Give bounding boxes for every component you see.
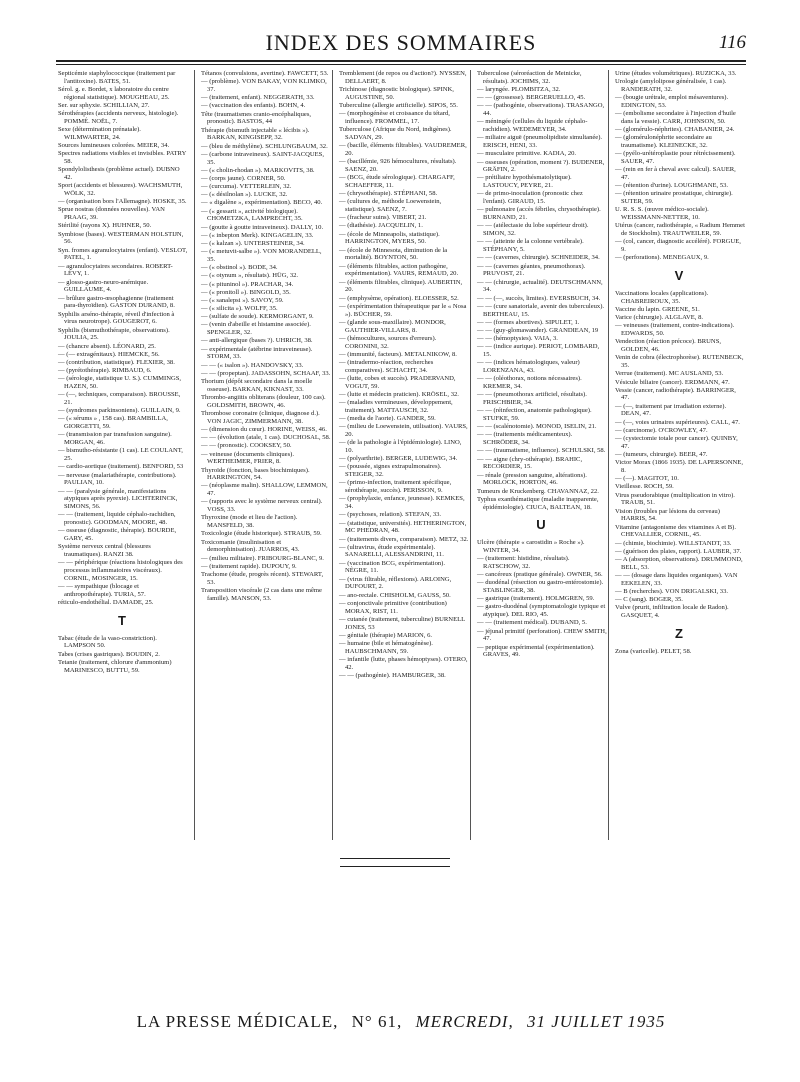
index-entry: Tuberculine (allergie artificielle). SIPOS, 55. bbox=[339, 101, 458, 109]
index-entry: Vessie (cancer, radiothérapie). BARRINGER, 47. bbox=[615, 386, 736, 402]
index-entry: Urologie (amylolipose généralisée, 1 cas). RANDERATH, 32. bbox=[615, 78, 727, 93]
index-entry: — (glomérulonéphrite secondaire au traumatisme). KLEINECKE, 32. bbox=[615, 134, 712, 150]
index-entry: — (problème). VON BAKAY, VON KLIMKO, 37. bbox=[201, 78, 327, 93]
index-entry: — (chimie, biochimie). WILLSTANDT, 33. bbox=[615, 539, 732, 547]
footer-date: 31 JUILLET 1935 bbox=[526, 1012, 666, 1031]
index-entry: — — (réinfection, anatomie pathologique). STUFKE, 59. bbox=[477, 407, 592, 423]
index-entry: — (de la pathologie à l'épidémiologie). LINO, 10. bbox=[339, 439, 462, 454]
index-entry: — (« pronitoll »). BINGOLD, 35. bbox=[201, 288, 291, 296]
index-entry: — (« pituninol »). PRACHAR, 34. bbox=[201, 280, 294, 288]
index-entry: Typhus exanthématique (maladie inapparente, épidémiologie). CIUCA, BALTEAN, 18. bbox=[477, 495, 599, 511]
index-entry: — génitale (thérapie) MARION, 6. bbox=[339, 631, 433, 639]
index-entry: Stérilité (rayons X). HUHNER, 50. bbox=[58, 222, 152, 230]
index-entry: — (cystectomie totale pour cancer). QUINBY, 47. bbox=[615, 435, 738, 450]
index-entry: — — (—, succès, limites). EVERSBUCH, 34. bbox=[477, 294, 601, 302]
index-entry: Toxicomanie (insulinisation et demorphinisation). JUARROS, 43. bbox=[201, 538, 300, 554]
index-entry: — (traitement rapide). DUPOUY, 9. bbox=[201, 562, 297, 570]
index-entry: Septicémie staphylococcique (traitement par l'antitoxine). BATES, 51. bbox=[58, 70, 176, 85]
index-entry: — (— extragénitaux). HIEMCKE, 56. bbox=[58, 350, 160, 358]
index-entry: Tétanos (convulsions, avertine). FAWCETT, 53. bbox=[201, 70, 329, 77]
index-entry: — miliaire aiguë (pneumolipidiste simultanée). ERISCH, HENI, 33. bbox=[477, 134, 603, 150]
index-entry: Tête (traumatismes cranio-encéphaliques, pronostic). BASTOS, 44 bbox=[201, 110, 312, 126]
index-entry: — B (recherches). VON DRIGALSKI, 33. bbox=[615, 587, 729, 595]
index-entry: — (glomérulo-néphrites). CHABANIER, 24. bbox=[615, 126, 735, 134]
index-entry: — — (dosage dans liquides organiques). VAN EEKELEN, 33. bbox=[615, 571, 738, 587]
index-entry: — — (guy-glomawander). GRANDIEAN, 19 bbox=[477, 326, 599, 334]
index-entry: — (traitement, enfant). NEGGERATH, 33. bbox=[201, 94, 315, 102]
index-entry: — (poussée, signes extrapulmonaires). STEIGER, 32. bbox=[339, 463, 442, 479]
index-entry: réticulo-endothélial. DAMADE, 25. bbox=[58, 599, 154, 607]
index-entry: Syphilis (bismuthothérapie, observations). JOULIA, 25. bbox=[58, 326, 170, 342]
index-entry: — (éléments filtrables, action pathogène, expérimentation). VAURS, REMAUD, 20. bbox=[339, 262, 459, 278]
index-entry: — conjonctivale primitive (contribution) MORAX, RIST, 11. bbox=[339, 599, 447, 615]
index-entry: — cardio-aortique (traitement). BENFORD, 53 bbox=[58, 463, 184, 471]
index-entry: — (école de Minneapolis, statistique). HARRINGTON, MYERS, 50. bbox=[339, 230, 440, 246]
index-entry: — (traitements divers, comparaison). METZ, 32. bbox=[339, 535, 469, 543]
index-entry: — — (indice aurique). PERIOT, LOMBARD, 15. bbox=[477, 343, 600, 359]
footer-journal: LA PRESSE MÉDICALE, bbox=[136, 1012, 339, 1031]
index-entry: Sources lumineuses colorées. MEIER, 34. bbox=[58, 142, 170, 150]
index-entry: Thyroïde (fonction, bases biochimiques). HARRINGTON, 54. bbox=[201, 466, 310, 482]
index-entry: — (« kalzan »). UNTERSTEINER, 34. bbox=[201, 239, 305, 247]
index-entry: — — (cavernes, chirurgie). SCHNEIDER, 34. bbox=[477, 254, 600, 262]
index-entry: — — (évolution (atale, 1 cas). DUCHOSAL, 58. bbox=[201, 434, 331, 442]
index-entry: — (expérimentation thérapeutique par le « Nosa »). BÜCHER, 59. bbox=[339, 302, 467, 318]
index-entry: — (bacille, éléments filtrables). VAUDREMER, 20. bbox=[339, 142, 467, 157]
index-entry: — (« inbepton Merk). KINGAGELIN, 33. bbox=[201, 231, 314, 239]
index-entry: Système nerveux central (blessures traumatiques). RANZI 38. bbox=[58, 543, 151, 559]
index-entry: — (emphysème, opération). ELOESSER, 52. bbox=[339, 294, 459, 302]
index-entry: — méningée (cellules du liquide céphalo-rachidien). WEDEMEYER, 34. bbox=[477, 118, 588, 134]
index-entry: — (rétention urinaire prostatique, chirurgie). SUTER, 59. bbox=[615, 190, 733, 206]
index-entry: — osseuses (opération, moment ?). BUDENER, GRÄFIN, 2. bbox=[477, 158, 605, 174]
index-entry: — (polyarthrite). BERGER, LUDEWIG, 34. bbox=[339, 455, 458, 463]
index-entry: Trachome (étude, progrès récent). STEWART, 53. bbox=[201, 570, 324, 586]
index-entry: — (bacillémie, 926 hémocultures, résultats). SAENZ, 20. bbox=[339, 158, 457, 173]
index-entry: — — (« isalon »). HANDOVSKY, 33. bbox=[201, 361, 304, 369]
index-entry: — (pyrétothérapie). RIMBAUD, 6. bbox=[58, 367, 152, 375]
index-entry: — (glande sous-maxillaire). MONDOR, GAUTHIER-VILLARS, 8. bbox=[339, 318, 446, 334]
index-entry: — (transmission par transfusion sanguine). MORGAN, 46. bbox=[58, 431, 172, 447]
index-entry: — prétiliaire hypothésmatolytique). LASTOUCY, PEYRE, 21. bbox=[477, 174, 572, 190]
index-entry: — (col, cancer, diagnostic accéléré). FORGUE, 9. bbox=[615, 238, 741, 254]
index-entry: — humaine (bile et hématogénèse). HAUBSCHMANN, 59. bbox=[339, 639, 433, 655]
index-entry: — agranulocytaires secondaires. ROBERT-LÉVY, 1. bbox=[58, 262, 173, 278]
index-entry: — — (atteinte de la colonne vertébrale). STÉPHANY, 5. bbox=[477, 238, 584, 254]
index-entry: — anti-allergique (bases ?). UHRICH, 38. bbox=[201, 337, 313, 345]
index-entry: — (dimension du cœur). HORINE, WEISS, 46. bbox=[201, 425, 327, 433]
index-entry: — (immunité, facteurs). METALNIKOW, 8. bbox=[339, 350, 457, 358]
index-column bbox=[608, 70, 745, 840]
index-entry: Tuberculose (Afrique du Nord, indigènes). SADVAN, 29. bbox=[339, 126, 452, 141]
index-entry: Tabac (étude de la vaso-constriction). LAMPSON 50. bbox=[58, 634, 157, 650]
index-entry: — infantile (lutte, phases hémoptyses). OTERO, 42. bbox=[339, 655, 468, 671]
index-entry: — bismutho-résistante (1 cas). LE COULANT, 25. bbox=[58, 447, 183, 463]
footer-separator bbox=[340, 866, 450, 867]
section-letter: V bbox=[674, 268, 684, 284]
page-header bbox=[56, 30, 746, 58]
index-columns bbox=[56, 70, 746, 840]
index-entry: Transposition viscérale (2 cas dans une même famille). MANSON, 53. bbox=[201, 586, 322, 602]
index-entry: Thorium (dépôt secondaire dans la moelle osseuse). BARKAN, KIKNAST, 33. bbox=[201, 378, 313, 393]
index-entry: — A (absorption, observations). DRUMMOND, BELL, 53. bbox=[615, 555, 743, 571]
index-entry: Tremblement (de repos ou d'action?). NYSSEN, DELLAERT, 8. bbox=[339, 70, 467, 85]
index-entry: — (hémocultures, sources d'erreurs). CORONINI, 32. bbox=[339, 334, 437, 350]
index-entry: — (syndromes parkinsoniens). GUILLAIN, 9. bbox=[58, 407, 181, 415]
index-entry: — (venin d'abeille et histamine associée). SPENGLER, 32. bbox=[201, 321, 311, 337]
index-entry: — pulmonaire (accès fébriles, chrysothérapie). BURNAND, 21. bbox=[477, 206, 601, 222]
index-entry: — — (pathogénie). HAMBURGER, 38. bbox=[339, 671, 446, 679]
index-entry: — (cultures de, méthode Loewenstein, statistique). SAENZ, 7. bbox=[339, 198, 442, 214]
index-entry: — — (formes abortives). SIPULET, 1. bbox=[477, 318, 580, 326]
index-entry: — (bougie urétrale, emploi mésaventures). EDINGTON, 53. bbox=[615, 94, 729, 109]
index-entry: — (« cholin-rhodan »). MARKOVITS, 38. bbox=[201, 166, 315, 174]
index-entry: — (contribution, statistique). FLEXIER, 38. bbox=[58, 358, 175, 366]
index-entry: — (maladies vermineuses, développement, traitement). MATTAUSCH, 32. bbox=[339, 399, 453, 414]
index-entry: — (fracheur suins). VIBERT, 21. bbox=[339, 214, 427, 222]
index-entry: Victor Morax (1866 1935). DE LAPERSONNE, 8. bbox=[615, 459, 743, 474]
index-entry: Sexe (détermination prénatale). WILMWARTER, 24. bbox=[58, 126, 141, 141]
index-entry: — (rétention d'urine). LOUGHMANE, 53. bbox=[615, 182, 729, 190]
index-entry: — (« sanalepsi »). SAVOY, 59. bbox=[201, 296, 284, 304]
index-entry: Tabes (crises gastriques). BOUDIN, 2. bbox=[58, 650, 160, 658]
index-entry: — — (scalénotomie). MONOD, ISELIN, 21. bbox=[477, 423, 597, 431]
index-entry: — (curcuma). VETTERLEIN, 32. bbox=[201, 183, 292, 191]
index-entry: Vaccine du lapin. GREENE, 51. bbox=[615, 305, 700, 313]
index-entry: — (« otynum », résultats). HÜG, 32. bbox=[201, 272, 299, 280]
index-entry: Vulve (prurit, infiltration locale de Radon). GASQUET, 4. bbox=[615, 604, 729, 620]
index-entry: — (morphogénèse et croissance du tétard, influence). FROMMEL, 17. bbox=[339, 110, 450, 125]
index-entry: Zona (varicelle). PELET, 58. bbox=[615, 647, 692, 655]
index-entry: — (—, voies urinaires supérieures). CALL, 47. bbox=[615, 418, 740, 426]
index-column bbox=[194, 70, 331, 840]
index-entry: — (éléments filtrables, clinique). AUBERTIN, 20. bbox=[339, 278, 463, 294]
index-entry: — glosso-gastro-neuro-anémique. GUILLAUME, 4. bbox=[58, 278, 149, 294]
index-entry: — (« silicita »). WOLFF, 35. bbox=[201, 305, 278, 313]
index-entry: — cancéreux (pratique générale). OWNER, 56. bbox=[477, 571, 603, 579]
index-entry: — — (traitement médical). DUBAND, 5. bbox=[477, 619, 587, 627]
index-entry: — ano-rectale. CHISHOLM, GAUSS, 50. bbox=[339, 591, 451, 599]
index-entry: Varice (chirurgie). ALGLAVE, 8. bbox=[615, 314, 704, 322]
index-entry: — rénale (pression sanguine, altérations). MORLOCK, HORTON, 46. bbox=[477, 471, 587, 487]
index-entry: — — (traumatisme, influence). SCHULSKI, 58. bbox=[477, 447, 606, 455]
index-entry: — (prophylaxie, enfance, jeunesse). KEMKES, 34. bbox=[339, 495, 465, 511]
index-entry: — (BCG, étude sérologique). CHARGAFF, SCHAEFFER, 11. bbox=[339, 174, 455, 189]
index-entry: Vitamine (antagonisme des vitamines A et B). CHEVALLIER, CORNIL, 45. bbox=[615, 523, 737, 539]
index-entry: — veineuse (documents cliniques). WERTHEIMER, FRIER, 8. bbox=[201, 450, 295, 466]
index-entry: Urine (études volumétriques). RUZICKA, 33. bbox=[615, 70, 737, 77]
index-entry: — musculaire primitive. KADIA, 20. bbox=[477, 150, 577, 158]
index-entry: — — (cavernes géantes, pneumothorax). PRUVOST, 21. bbox=[477, 262, 586, 278]
index-entry: — « digalène », expérimentation). BECO, 40. bbox=[201, 199, 323, 207]
index-entry: — (organisation bors l'Allemagne). HOSKE, 35. bbox=[58, 198, 187, 206]
index-entry: — (intradermo-réaction, recherches comparatives). SCHACHT, 34. bbox=[339, 358, 434, 374]
index-entry: — brûlure gastro-œsophagienne (traitement para-thyroïdien). GASTON DURAND, 8. bbox=[58, 294, 175, 310]
index-entry: — (lutte, cobes et succès). PRADERVAND, VOGUT, 59. bbox=[339, 374, 456, 390]
index-entry: — (statistique, universités). HETHERINGTON, MC PHEDRAN, 48. bbox=[339, 519, 467, 535]
index-entry: Spectres radiations visibles et invisibles. PATRY 58. bbox=[58, 150, 187, 166]
index-entry: Sport (accidents et blessures). WACHSMUTH, WÖLK, 32. bbox=[58, 182, 183, 198]
index-entry: — (primo-infection, traitement spécifique, sérothérapie, succès). PERISSON, 9. bbox=[339, 479, 452, 495]
page-number: 116 bbox=[718, 32, 746, 53]
index-entry: Thérapie (bismuth injectable « lécibis »). BARKAN, KINGISEPP, 32. bbox=[201, 126, 310, 142]
index-entry: — (psychoses, relation). STEFAN, 33. bbox=[339, 511, 442, 519]
index-entry: — veineuses (traitement, contre-indications). EDWARDS, 50. bbox=[615, 322, 735, 338]
section-letter: T bbox=[118, 612, 126, 628]
index-entry: Vision (troubles par lésions du cerveau) HARRIS, 54. bbox=[615, 507, 720, 523]
index-entry: — — (grossesse). BERGERUELLO, 45. bbox=[477, 94, 586, 102]
index-entry: — (carcinome). O'CROWLEY, 47. bbox=[615, 426, 708, 434]
header-rule-thin bbox=[56, 64, 746, 65]
index-entry: — (diathésie). JACQUELIN, 1. bbox=[339, 222, 423, 230]
index-entry: Tetanie (traitement, chlorure d'ammonium) MARINESCO, BUTTU, 59. bbox=[58, 658, 172, 674]
index-entry: — gastro-duodénal (symptomatologie typique et atypique). DEL RIO, 45. bbox=[477, 603, 606, 619]
index-entry: Tumeurs de Kruckenberg. CHAVANNAZ, 22. bbox=[477, 487, 599, 495]
index-entry: — (« désilnolan »). LUCKE, 32. bbox=[201, 191, 288, 199]
index-entry: — (rapports avec le système nerveux central). VOSS, 33. bbox=[201, 498, 323, 514]
index-entry: — (milieu militaire). FRIBOURG-BLANC, 9. bbox=[201, 554, 324, 562]
index-entry: — — (oléothorax, notions nécessaires). KREMER, 34. bbox=[477, 375, 582, 391]
index-entry: — (—). MAGITOT, 10. bbox=[615, 475, 679, 483]
section-letter: U bbox=[536, 517, 546, 533]
index-entry: Vésicule biliaire (cancer). ERDMANN, 47. bbox=[615, 378, 730, 386]
index-entry: — (—, traitement par irradiation externe). DEAN, 47. bbox=[615, 402, 727, 418]
index-entry: — — (pneumothorax artificiel, résultats). FRISCHBIER, 34. bbox=[477, 391, 587, 407]
index-entry: Ser. sur sphyxie. SCHILLIAN, 27. bbox=[58, 101, 150, 109]
index-entry: — (guérison des plaies, rapport). LAUBER, 37. bbox=[615, 547, 742, 555]
footer-issue: N° 61, bbox=[351, 1012, 403, 1031]
index-entry: — (rein en fer à cheval avec calcul). SAUER, 47. bbox=[615, 166, 736, 182]
index-column bbox=[470, 70, 607, 840]
index-entry: — (vaccination BCG, expérimentation). NÈGRE, 11. bbox=[339, 559, 446, 575]
index-entry: — de primo-inoculation (pronostic chez l'enfant). GIRAUD, 15. bbox=[477, 190, 583, 206]
footer-weekday: MERCREDI, bbox=[415, 1012, 514, 1031]
index-entry: Vieillesse. ROCH, 59. bbox=[615, 483, 674, 491]
index-entry: Thrombo-angiitis obliterans (douleur, 100 cas). GOLDSMITH, BROWN, 46. bbox=[201, 393, 326, 409]
index-entry: — — (propeptan). JADASSOHN, SCHAAF, 33. bbox=[201, 369, 331, 377]
index-column bbox=[332, 70, 469, 840]
index-entry: — — (cure sanatoriale, avenir des tuberculeux). BERTHEAU, 15. bbox=[477, 302, 605, 318]
index-entry: — osseuse (diagnostic, thérapie). BOURDE, GARY, 45. bbox=[58, 527, 177, 543]
index-entry: — — (indices hématologiques, valeur) LORENZANA, 43. bbox=[477, 359, 580, 375]
index-entry: — — (pronostic). COOKSEY, 50. bbox=[201, 442, 292, 450]
index-entry: — — (pathogénie, observations). TRASANGO, 44. bbox=[477, 102, 605, 118]
index-entry: Utérus (cancer, radiothérapie, « Radium Hemmet de Stockholm). TRAUTWEILER, 59. bbox=[615, 222, 745, 238]
index-entry: — (lutte et médecin praticien). KRÖSEL, 32. bbox=[339, 390, 459, 398]
index-entry: Virus pseudorabique (multiplication in vitro). TRAUB, 51. bbox=[615, 491, 735, 507]
index-entry: — duodénal (résection ou gastro-entérostomie). STABLINGER, 38. bbox=[477, 579, 604, 595]
index-entry: — (chrysothérapie). STÉPHANI, 58. bbox=[339, 190, 438, 198]
index-entry: — — périphérique (réactions histologiques des processus inflammatoires viscéraux). CORNIL, MOSINGER, 15. bbox=[58, 559, 183, 582]
index-entry: — jéjunal primitif (perforation). CHEW SMITH, 47. bbox=[477, 627, 607, 643]
index-entry: — cutanée (traitement, tuberculine) BURNELL JONES, 53 bbox=[339, 615, 465, 631]
index-entry: — — (hémoptysies). VAIA, 3. bbox=[477, 335, 558, 343]
index-entry: Syphilis arséno-thérapie, réveil d'infection à virus neurotrope). GOUGEROT, 6. bbox=[58, 310, 175, 326]
index-entry: — (—, techniques, comparaison). BROUSSE, 21. bbox=[58, 391, 181, 407]
index-entry: Thyroxine (mode et lieu de l'action). MANSFELD, 38. bbox=[201, 514, 298, 530]
section-letter: Z bbox=[675, 625, 683, 641]
index-entry: Verrue (traitement). MC AUSLAND, 53. bbox=[615, 370, 724, 378]
index-entry: — — (paralysie générale, manifestations atypiques après pyrexie). LICHTERINCK, SIMONS, 56. bbox=[58, 487, 178, 511]
index-entry: — (sulfate de soude). KERMORGANT, 9. bbox=[201, 313, 314, 321]
index-entry: — (traitement: histidine, résultats). RATSCHOW, 32. bbox=[477, 555, 570, 570]
index-entry: — (« gessarit », activité biologique). CHOMETZKA, LAMPRECHT, 35. bbox=[201, 207, 303, 223]
index-entry: — (« metuvit-salbe »). VON MORANDELL, 35. bbox=[201, 248, 322, 263]
index-entry: Toxicologie (étude historique). STRAUB, 59. bbox=[201, 530, 322, 538]
index-entry: — laryngée. PLOMBITZA, 32. bbox=[477, 85, 561, 93]
index-entry: — gastrique (traitement). HOLMGREN, 59. bbox=[477, 595, 595, 603]
index-entry: — (carbone intraveineux). SAINT-JACQUES, 35. bbox=[201, 150, 324, 166]
index-entry: — — (chirurgie, actualité). DEUTSCHMANN, 34. bbox=[477, 278, 603, 294]
index-entry: — (« obstinol »). BODE, 34. bbox=[201, 264, 278, 272]
index-entry: — (embolisme secondaire à l'injection d'huile dans la vessie). CARR, JOHNSON, 50. bbox=[615, 110, 736, 125]
index-entry: — (chancre absent). LÉONARD, 25. bbox=[58, 342, 156, 350]
index-entry: — nerveuse (malariathérapie, contributions). PAULIAN, 10. bbox=[58, 471, 177, 487]
index-entry: — (école de Minnesota, diminution de la mortalité). BOYNTON, 50. bbox=[339, 246, 448, 262]
index-entry: — (pyélo-urétéroplastie pour rétrécissement). SAUER, 47. bbox=[615, 150, 736, 166]
index-entry: Thrombose coronaire (clinique, diagnose d.). VON JAGIC, ZIMMERMANN, 38. bbox=[201, 409, 320, 425]
index-entry: Ulcère (thérapie « carostidin » Roche »). WINTER, 34. bbox=[477, 539, 585, 554]
index-entry: — (néoplasme malin). SHALLOW, LEMMON, 47. bbox=[201, 482, 328, 498]
index-entry: — C (sang). BOGER, 35. bbox=[615, 596, 683, 604]
index-entry: — (ultravirus, étude expérimentale). SANARELLI, ALESSANDRINI, 11. bbox=[339, 543, 444, 559]
index-entry: Trichinose (diagnostic biologique). SPINK, AUGUSTINE, 50. bbox=[339, 85, 454, 101]
index-entry: — (virus filtrable, réflexions). ARLOING, DUFOURT, 2. bbox=[339, 575, 452, 591]
index-entry: Vendection (réaction précoce). BRUNS, GOLDEN, 46. bbox=[615, 338, 722, 354]
index-entry: — (milieu de Loewenstein, utilisation). VAURS, 20. bbox=[339, 423, 468, 439]
index-entry: Venin de cobra (électrophorèse). RUTENBECK, 35. bbox=[615, 354, 744, 370]
index-entry: Symbiose (bases). WESTERMAN HOLSTIJN, 56. bbox=[58, 230, 184, 246]
index-entry: — (corps jaune). CORNER, 50. bbox=[201, 174, 286, 182]
index-entry: — (goutte à goutte intraveineux). DALLY, 10. bbox=[201, 223, 324, 231]
footer-separator bbox=[340, 858, 450, 859]
index-entry: Sérothérapies (accidents nerveux, histologie). POMMÉ. NOËL, 7. bbox=[58, 110, 179, 125]
index-entry: — — (traitement, liquide céphalo-rachidien, pronostic). GOODMAN, MOORE, 48. bbox=[58, 511, 176, 527]
index-entry: — — (atélectasie du lobe supérieur droit). SIMON, 32. bbox=[477, 222, 589, 238]
index-entry: — (perforations). MENEGAUX, 9. bbox=[615, 254, 709, 262]
index-entry: Sprue nostras (données nouvelles). VAN PRAAG, 39. bbox=[58, 206, 165, 222]
index-entry: — expérimentale (atébrine intraveineuse). STORM, 33. bbox=[201, 345, 313, 361]
index-entry: Sérol. g. e. Bordet, x laboratoire du centre régional statistique). MOUGHEAU, 25. bbox=[58, 85, 170, 101]
index-column bbox=[56, 70, 188, 840]
header-rule bbox=[56, 60, 746, 62]
index-entry: U. R. S. S. (œuvre médico-sociale). WEISSMANN-NETTER, 10. bbox=[615, 206, 709, 222]
index-entry: Vaccinations locales (applications). CHABREIROUX, 35. bbox=[615, 290, 709, 305]
index-entry: — (media de l'aorte). GANDER, 59. bbox=[339, 415, 436, 423]
index-entry: — (« sérums » , 158 cas). BRAMBILLA, GIORGETTI, 59. bbox=[58, 415, 168, 431]
index-entry: — (vaccination des enfants). BOHN, 4. bbox=[201, 102, 306, 110]
index-entry: — — sympathique (blocage et anthropothérapie). TURIA, 57. bbox=[58, 583, 146, 598]
index-entry: — — aigne (chry-othérapie). BRAHIC, RECORDIER, 15. bbox=[477, 455, 583, 471]
page-title: INDEX DES SOMMAIRES bbox=[265, 30, 537, 55]
index-entry: — (bleu de méthylène). SCHLUNGBAUM, 32. bbox=[201, 142, 328, 150]
index-entry: Tuberculose (sérоréaction de Meinicke, résultats). JOCHIMS, 32. bbox=[477, 70, 582, 85]
index-entry: — (sérologie, statistique U. S.). CUMMINGS, HAZEN, 50. bbox=[58, 375, 182, 391]
index-entry: — (tumeurs, chirurgie). BEER, 47. bbox=[615, 451, 708, 459]
index-entry: — peptique expérimental (expérimentation). GRAVES, 49. bbox=[477, 643, 595, 659]
index-entry: Spondylolisthesis (problème actuel). DUBNO 42. bbox=[58, 166, 180, 182]
index-entry: — — (traitements médicamenteux). SCHRÖDER, 34. bbox=[477, 431, 573, 447]
index-entry: Syn. fromes agranulocytaires (enfant). VESLOT, PATEL, 1. bbox=[58, 246, 188, 262]
page-footer bbox=[56, 1012, 746, 1032]
